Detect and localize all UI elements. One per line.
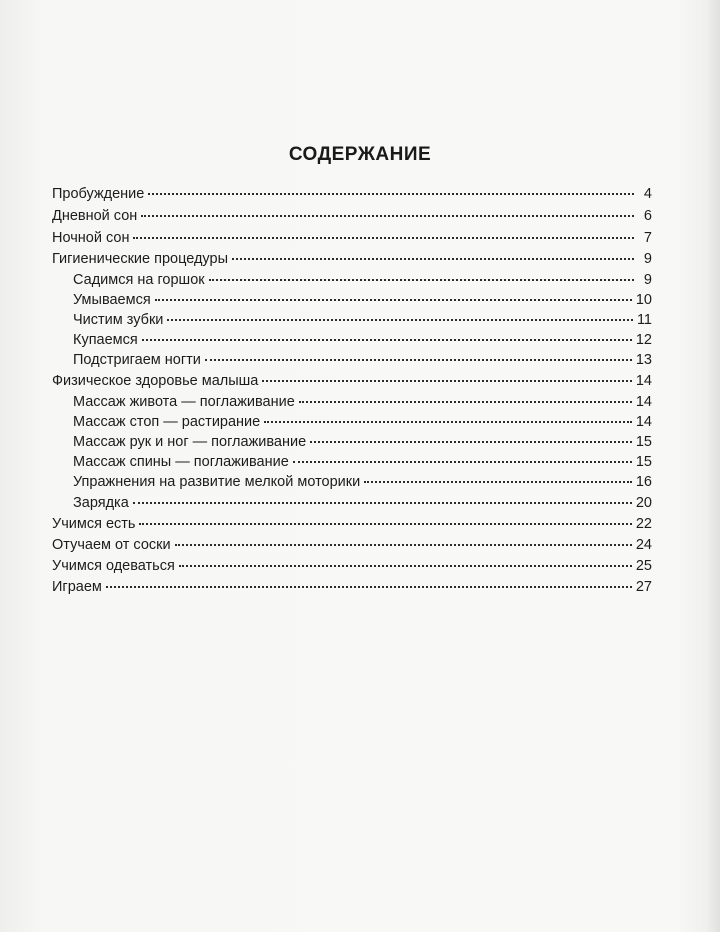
toc-entry-page-number: 4 bbox=[643, 186, 652, 202]
toc-entry bbox=[73, 291, 652, 309]
toc-entry bbox=[52, 372, 652, 390]
toc-leader-dots bbox=[209, 279, 634, 281]
toc-entry-page-number: 16 bbox=[635, 474, 652, 491]
toc-leader-dots bbox=[139, 523, 631, 525]
toc-entry-label: Чистим зубки bbox=[73, 312, 164, 328]
toc-entry-page-number: 9 bbox=[643, 251, 652, 268]
toc-entry bbox=[73, 473, 652, 491]
toc-leader-dots bbox=[264, 421, 632, 423]
toc-entry-label: Физическое здоровье малыша bbox=[52, 373, 259, 390]
toc-leader-dots bbox=[155, 299, 632, 301]
toc-entry bbox=[52, 578, 652, 596]
toc-entry bbox=[73, 311, 652, 329]
toc-entry-page-number: 9 bbox=[643, 271, 652, 288]
toc-entry bbox=[52, 185, 652, 203]
toc-entry bbox=[52, 536, 652, 554]
toc-entry-page-number: 27 bbox=[635, 578, 652, 595]
toc-entry-page-number: 15 bbox=[635, 454, 652, 471]
toc-entry-page-number: 14 bbox=[635, 393, 652, 410]
toc-entry-page-number: 14 bbox=[635, 413, 652, 430]
toc-leader-dots bbox=[293, 461, 632, 463]
toc-leader-dots bbox=[133, 237, 634, 239]
toc-entry bbox=[52, 250, 652, 268]
toc-leader-dots bbox=[232, 258, 634, 260]
toc-leader-dots bbox=[133, 502, 632, 504]
toc-entry bbox=[52, 229, 652, 247]
toc-entry-page-number: 20 bbox=[635, 494, 652, 511]
toc-leader-dots bbox=[106, 586, 632, 588]
toc-entry-label: Массаж живота — поглаживание bbox=[73, 393, 295, 410]
toc-leader-dots bbox=[167, 319, 633, 321]
toc-entry-page-number: 10 bbox=[635, 291, 652, 308]
toc-entry-label: Пробуждение bbox=[52, 186, 145, 202]
toc-entry bbox=[52, 207, 652, 225]
toc-entry-page-number: 25 bbox=[635, 557, 652, 574]
toc-entry-page-number: 11 bbox=[636, 312, 652, 328]
toc-leader-dots bbox=[175, 544, 632, 546]
toc-entry-label: Упражнения на развитие мелкой моторики bbox=[73, 474, 361, 491]
toc-entry-label: Играем bbox=[52, 578, 102, 595]
toc-leader-dots bbox=[299, 401, 632, 403]
toc-entry-page-number: 22 bbox=[635, 515, 652, 532]
toc-entry bbox=[73, 453, 652, 471]
toc-entry bbox=[73, 393, 652, 411]
toc-entry-label: Гигиенические процедуры bbox=[52, 251, 229, 268]
toc-leader-dots bbox=[148, 193, 634, 195]
toc-entry bbox=[73, 433, 652, 451]
toc-entry-page-number: 15 bbox=[635, 434, 652, 450]
toc-entry bbox=[73, 494, 652, 512]
toc-leader-dots bbox=[141, 215, 634, 217]
toc-leader-dots bbox=[364, 481, 632, 483]
toc-entry-label: Садимся на горшок bbox=[73, 271, 205, 288]
toc-leader-dots bbox=[179, 565, 632, 567]
toc-entry bbox=[73, 331, 652, 349]
toc-entry bbox=[73, 351, 652, 369]
toc-entry-label: Массаж спины — поглаживание bbox=[73, 454, 289, 471]
toc-entry-label: Отучаем от соски bbox=[52, 536, 171, 553]
toc-entry-page-number: 12 bbox=[635, 332, 652, 349]
toc-entry bbox=[52, 557, 652, 575]
toc-entry-page-number: 6 bbox=[643, 207, 652, 224]
toc-entry-label: Подстригаем ногти bbox=[73, 352, 201, 369]
toc-entry-page-number: 14 bbox=[635, 373, 652, 390]
toc-entry-page-number: 13 bbox=[635, 352, 652, 369]
toc-leader-dots bbox=[205, 359, 632, 361]
toc-entry bbox=[52, 515, 652, 533]
toc-leader-dots bbox=[142, 339, 632, 341]
toc-entry-label: Массаж стоп — растирание bbox=[73, 413, 261, 430]
toc-entry-label: Купаемся bbox=[73, 332, 138, 349]
toc-entry bbox=[73, 271, 652, 289]
page-title: СОДЕРЖАНИЕ bbox=[288, 144, 432, 165]
toc-entry-label: Массаж рук и ног — поглаживание bbox=[73, 434, 307, 450]
toc-entry-page-number: 7 bbox=[643, 229, 652, 246]
toc-entry-page-number: 24 bbox=[635, 536, 652, 553]
toc-entry-label: Учимся есть bbox=[52, 515, 136, 532]
toc-entry-label: Дневной сон bbox=[52, 207, 138, 224]
toc-entry-label: Учимся одеваться bbox=[52, 557, 175, 574]
toc-leader-dots bbox=[310, 441, 632, 443]
toc-leader-dots bbox=[262, 380, 632, 382]
toc-entry-label: Ночной сон bbox=[52, 229, 130, 246]
toc-entry-label: Умываемся bbox=[73, 291, 151, 308]
toc-entry bbox=[73, 413, 652, 431]
toc-entry-label: Зарядка bbox=[73, 494, 129, 511]
